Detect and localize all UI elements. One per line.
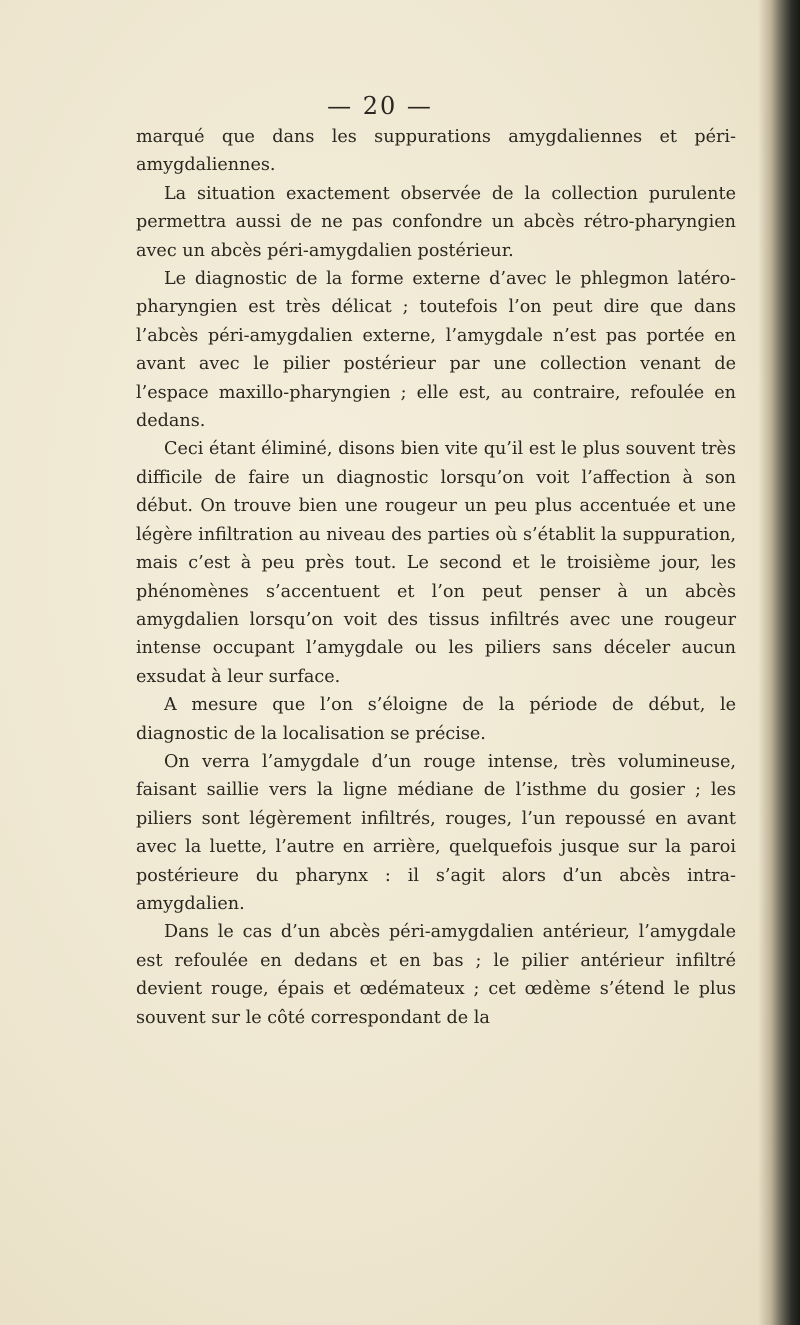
body-text <box>136 123 736 1032</box>
paragraph-3: Le diagnostic de la forme externe d’avec le phlegmon latéro-pharyngien est très délicat ; toutefois l’on peut dire que dans l’abcès péri-amygdalien externe, l’amygdale n’est pas portée en avant avec le pilier postérieur par une collection venant de l’espace maxillo-pharyngien ; elle est, au contraire, refoulée en dedans. <box>136 269 736 432</box>
paragraph-4: Ceci étant éliminé, disons bien vite qu’il est le plus souvent très difficile de faire un diagnostic lorsqu’on voit l’affection à son début. On trouve bien une rougeur un peu plus accentuée et une légère infiltration au niveau des parties où s’établit la suppuration, mais c’est à peu près tout. Le second et le troisième jour, les phénomènes s’accentuent et l’on peut penser à un abcès amygdalien lorsqu’on voit des tissus infiltrés avec une rougeur intense occupant l’amygdale ou les piliers sans déceler aucun exsudat à leur surface. <box>136 439 736 687</box>
paragraph-2: La situation exactement observée de la collection purulente permettra aussi de ne pas confondre un abcès rétro-pharyngien avec un abcès péri-amygdalien postérieur. <box>136 183 736 261</box>
paragraph-6: On verra l’amygdale d’un rouge intense, très volumineuse, faisant saillie vers la ligne médiane de l’isthme du gosier ; les piliers sont légèrement infiltrés, rouges, l’un repoussé en avant avec la luette, l’autre en arrière, quelquefois jusque sur la paroi postérieure du pharynx : il s’agit alors d’un abcès intra-amygdalien. <box>136 751 736 914</box>
binding-edge <box>758 0 800 1325</box>
page-number: — 20 — <box>327 92 433 120</box>
paragraph-7: Dans le cas d’un abcès péri-amygdalien antérieur, l’amygdale est refoulée en dedans et en bas ; le pilier antérieur infiltré devient rouge, épais et œdémateux ; cet œdème s’étend le plus souvent sur le côté correspondant de la <box>136 922 736 1028</box>
paragraph-1: marqué que dans les suppurations amygdaliennes et péri-amygdaliennes. <box>136 127 736 176</box>
paragraph-5: A mesure que l’on s’éloigne de la période de début, le diagnostic de la localisation se précise. <box>136 695 736 744</box>
